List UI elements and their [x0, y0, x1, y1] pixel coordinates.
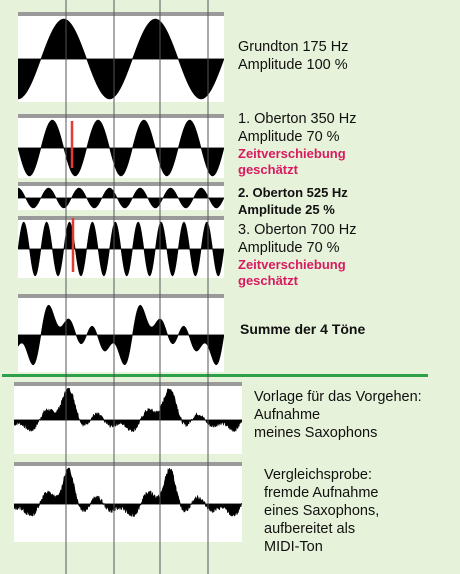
waveform-fundamental-svg: [18, 12, 224, 102]
overtone2-ruler: [18, 182, 224, 186]
label-overtone1: 1. Oberton 350 Hz Amplitude 70 %: [238, 111, 357, 145]
label-fundamental: Grundton 175 Hz Amplitude 100 %: [238, 39, 349, 73]
fundamental-ruler: [18, 12, 224, 16]
waveform-overtone3: [18, 216, 224, 278]
waveform-overtone2-svg: [18, 182, 224, 210]
waveform-recording-comparison: [14, 462, 242, 542]
overtone3-ruler: [18, 216, 224, 220]
section-divider: [2, 374, 428, 377]
waveform-overtone2: [18, 182, 224, 210]
waveform-recording-comparison-svg: [14, 462, 242, 542]
label-sum: Summe der 4 Töne: [240, 321, 366, 337]
waveform-sum: [18, 294, 224, 372]
label-overtone1-note: Zeitverschiebung geschätzt: [238, 146, 346, 177]
recording-comparison-ruler: [14, 462, 242, 466]
waveform-overtone1-svg: [18, 114, 224, 178]
sum-ruler: [18, 294, 224, 298]
waveform-overtone1: [18, 114, 224, 178]
label-comparison: Vergleichsprobe: fremde Aufnahme eines Saxophons, aufbereitet als MIDI-Ton: [264, 467, 380, 555]
waveform-fundamental: [18, 12, 224, 102]
waveform-recording-template-svg: [14, 382, 242, 454]
waveform-overtone3-svg: [18, 216, 224, 278]
label-overtone3-note: Zeitverschiebung geschätzt: [238, 257, 346, 288]
overtone1-ruler: [18, 114, 224, 118]
label-overtone3: 3. Oberton 700 Hz Amplitude 70 %: [238, 222, 357, 256]
waveform-sum-svg: [18, 294, 224, 372]
recording-template-ruler: [14, 382, 242, 386]
waveform-recording-template: [14, 382, 242, 454]
label-overtone2: 2. Oberton 525 Hz Amplitude 25 %: [238, 185, 348, 217]
label-template: Vorlage für das Vorgehen: Aufnahme meines Saxophons: [254, 389, 422, 441]
